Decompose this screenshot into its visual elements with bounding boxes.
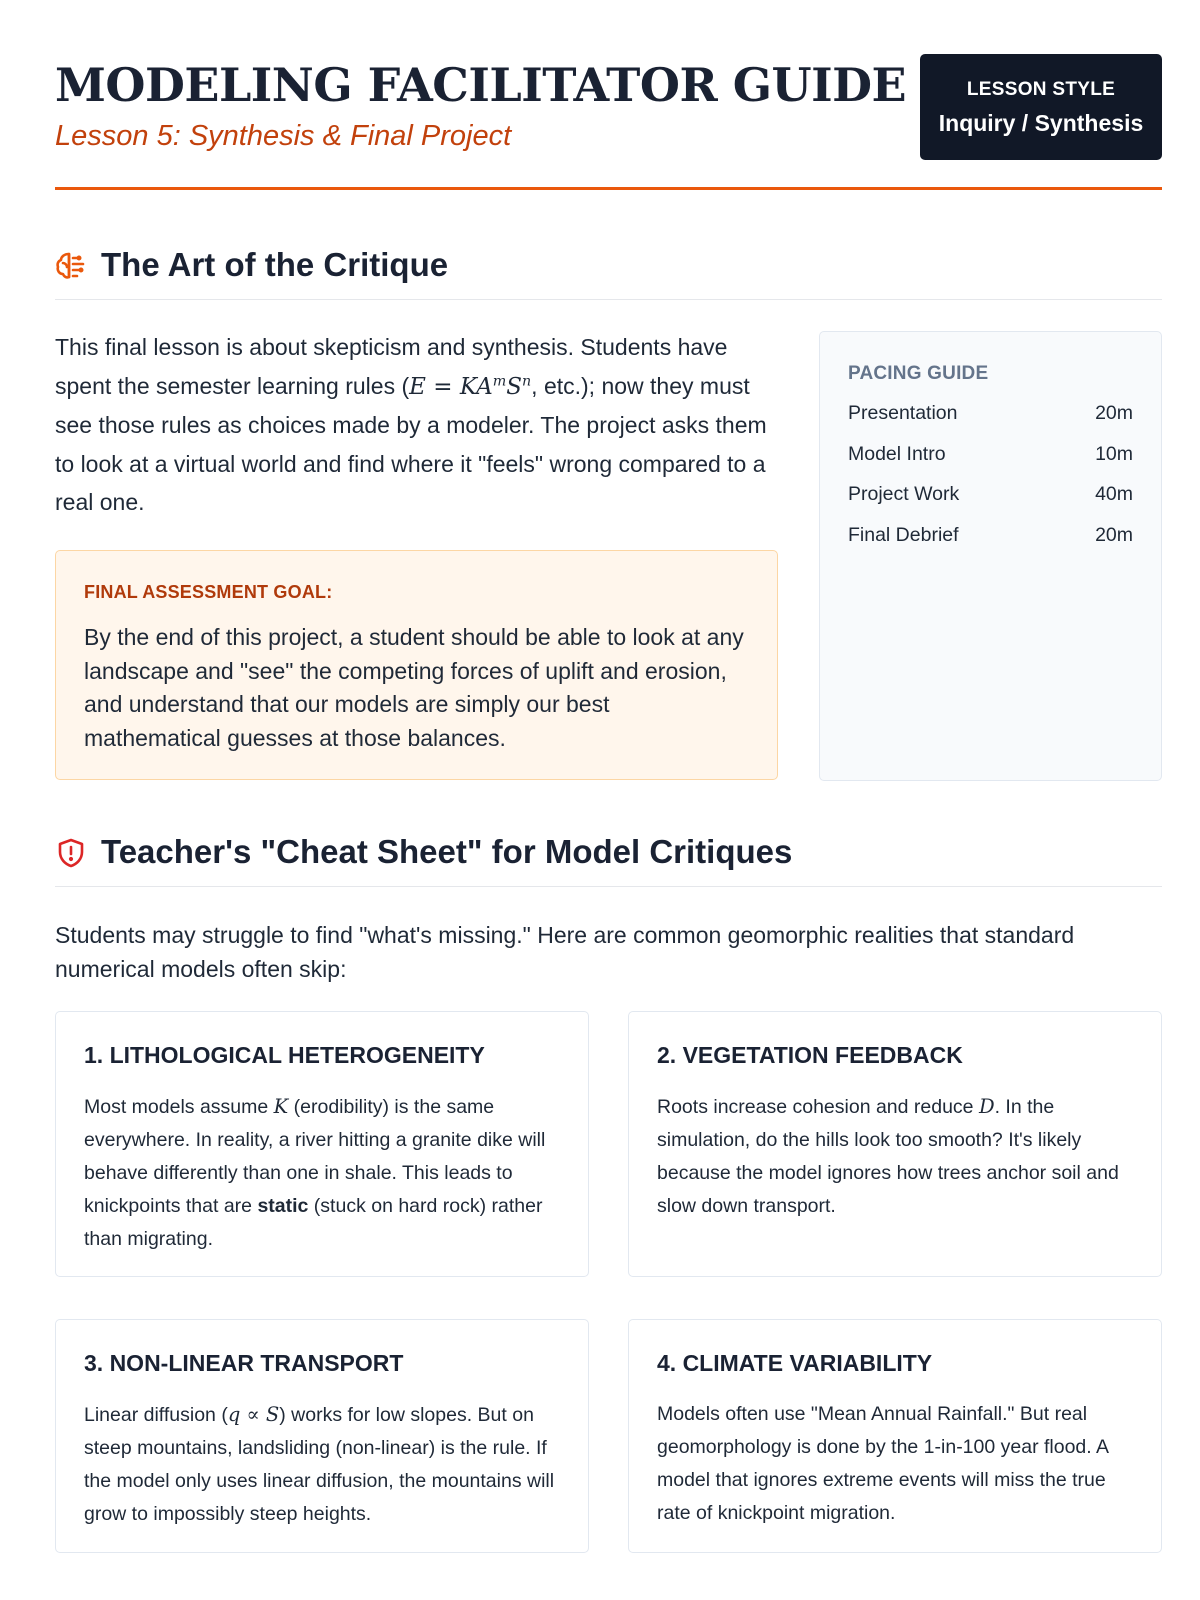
pacing-label: PACING GUIDE <box>848 363 989 384</box>
card-body <box>657 1090 1137 1223</box>
pacing-rows <box>848 400 1133 562</box>
pacing-activity: Project Work <box>848 483 960 505</box>
eq-ka: KA <box>459 373 493 400</box>
pacing-duration: 20m <box>1095 402 1133 424</box>
critique-card <box>55 1011 589 1277</box>
eq-sign: = <box>425 373 460 400</box>
page-header <box>55 52 1162 192</box>
card-text: Most models assume <box>84 1096 274 1118</box>
pacing-activity: Final Debrief <box>848 523 959 546</box>
section-title: Teacher's "Cheat Sheet" for Model Critiques <box>101 833 793 870</box>
intro-paragraph <box>55 328 775 522</box>
pacing-duration: 40m <box>1095 483 1133 505</box>
section-critique-heading <box>55 240 1162 300</box>
card-text: . In the simulation, do the hills look too smooth? It's likely because the model ignores how trees anchor soil and slow down transport. <box>657 1096 1119 1217</box>
eq-lhs: E <box>409 373 426 400</box>
card-text: Linear diffusion ( <box>84 1404 228 1426</box>
card-text: (stuck on hard rock) rather than migrating. <box>84 1195 543 1250</box>
pacing-row <box>848 522 1133 563</box>
card-text: ) works for low slopes. But on steep mountains, landsliding (non-linear) is the rule. If the model only uses linear diffusion, the mountains will grow to impossibly steep heights. <box>84 1404 555 1525</box>
eq-exp-m: m <box>492 372 507 389</box>
intro-text-part2: , etc.); now they must see those rules as choices made by a modeler. The project asks them to look at a virtual world and find where it "feels" wrong compared to a real one. <box>55 372 767 515</box>
goal-label: FINAL ASSESSMENT GOAL: <box>84 582 333 602</box>
card-title: 1. LITHOLOGICAL HETEROGENEITY <box>84 1042 485 1068</box>
card-body <box>84 1398 564 1531</box>
pacing-activity: Model Intro <box>848 442 946 465</box>
critique-card <box>628 1011 1162 1277</box>
eq-s: S <box>506 373 522 400</box>
math-symbol: D <box>978 1095 995 1118</box>
card-title: 4. CLIMATE VARIABILITY <box>657 1350 933 1376</box>
brain-icon <box>55 250 87 282</box>
goal-text: By the end of this project, a student should be able to look at any landscape and "see" the competing forces of uplift and erosion, and understand that our models are simply our best mathematical guesses at those balances. <box>84 624 744 751</box>
math-symbol: q ∝ S <box>227 1403 280 1426</box>
pacing-duration: 20m <box>1095 523 1133 546</box>
pacing-guide <box>819 331 1162 781</box>
card-text: (erodibility) is the same everywhere. In reality, a river hitting a granite dike will behave differently than one in shale. This leads to knickpoints that are <box>84 1096 546 1217</box>
card-title: 2. VEGETATION FEEDBACK <box>657 1042 963 1068</box>
intro-text-part1: This final lesson is about skepticism and synthesis. Students have spent the semester learning rules ( <box>55 334 728 399</box>
lesson-style-value: Inquiry / Synthesis <box>938 110 1144 136</box>
section-cheat-sheet-heading <box>55 827 1162 887</box>
lesson-subtitle: Lesson 5: Synthesis & Final Project <box>55 120 512 152</box>
pacing-activity: Presentation <box>848 402 958 424</box>
shield-alert-icon <box>55 837 87 869</box>
page-title: MODELING FACILITATOR GUIDE <box>55 58 907 112</box>
math-symbol: K <box>273 1095 289 1118</box>
lesson-style-label: LESSON STYLE <box>966 79 1116 100</box>
card-body <box>84 1090 564 1256</box>
critique-card <box>628 1319 1162 1553</box>
header-divider <box>55 187 1162 190</box>
lesson-style-badge <box>920 54 1162 160</box>
card-emphasis: static <box>257 1195 309 1217</box>
card-title: 3. NON-LINEAR TRANSPORT <box>84 1350 404 1376</box>
pacing-row <box>848 481 1133 522</box>
section-title: The Art of the Critique <box>101 246 449 283</box>
cheat-sheet-intro: Students may struggle to find "what's missing." Here are common geomorphic realities that standard numerical models often skip: <box>55 922 1075 982</box>
equation <box>409 374 531 400</box>
pacing-row <box>848 441 1133 482</box>
final-assessment-goal-box <box>55 550 778 780</box>
pacing-row <box>848 400 1133 441</box>
card-body: Models often use "Mean Annual Rainfall." But real geomorphology is done by the 1-in-100 year flood. A model that ignores extreme events will miss the true rate of knickpoint migration. <box>657 1403 1108 1524</box>
pacing-duration: 10m <box>1095 442 1133 465</box>
eq-exp-n: n <box>521 372 532 389</box>
critique-card <box>55 1319 589 1553</box>
card-text: Roots increase cohesion and reduce <box>657 1096 979 1118</box>
